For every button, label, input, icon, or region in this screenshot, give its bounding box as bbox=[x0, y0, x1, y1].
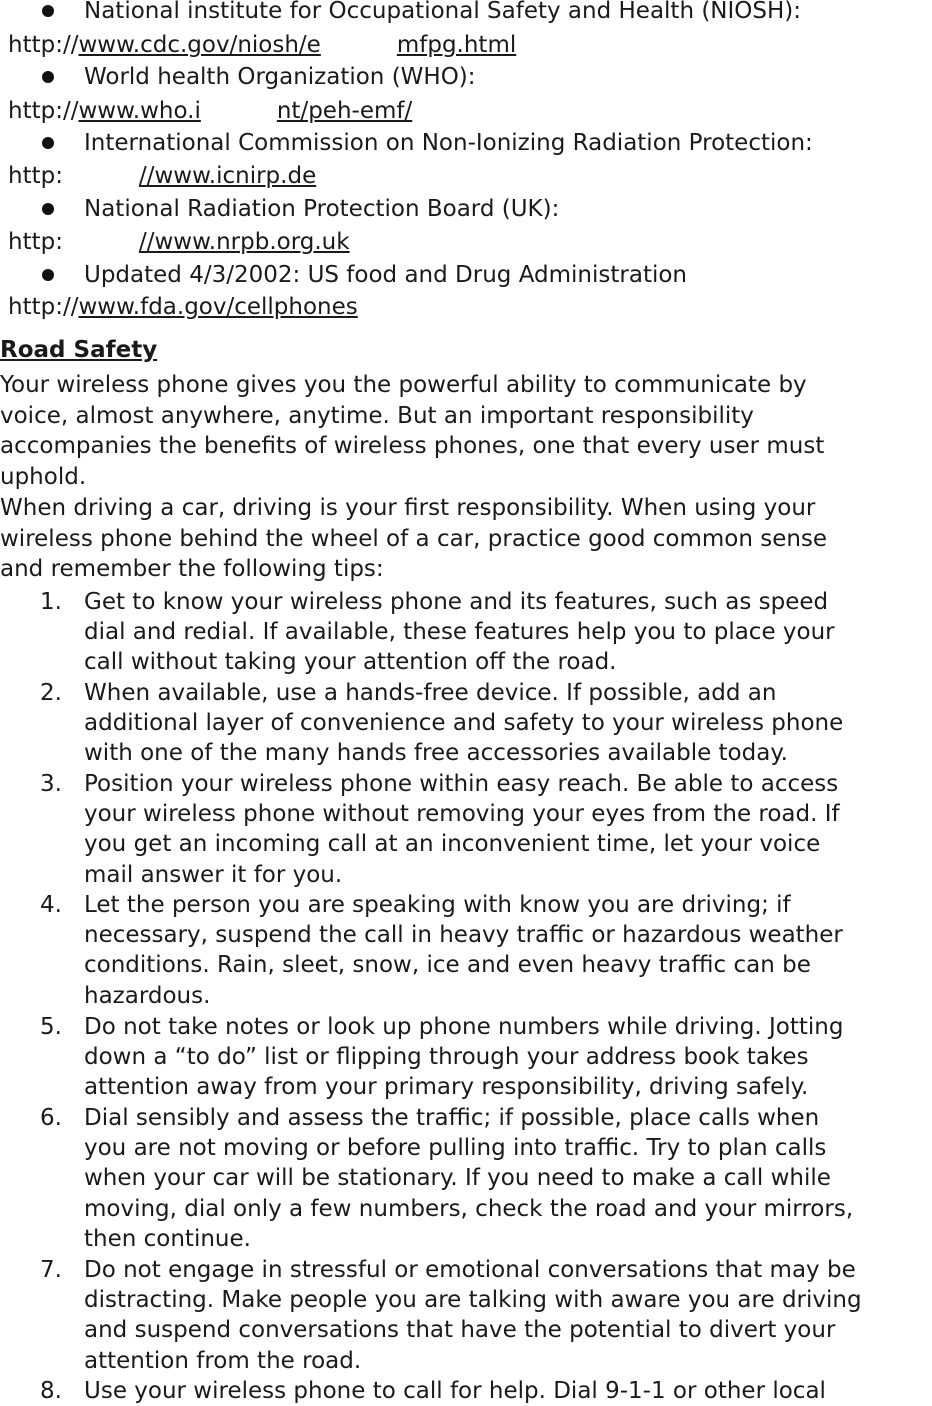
url-prefix: http:// bbox=[8, 98, 79, 124]
reference-org: National Radiation Protection Board (UK): bbox=[84, 196, 560, 222]
paragraph: Your wireless phone gives you the powerful ability to communicate by voice, almost anywhere, anytime. But an important responsibility accompanies the benefits of wireless phones, one that every user must uphold. bbox=[0, 372, 825, 490]
list-number: 8. bbox=[40, 1378, 62, 1404]
reference-org: National institute for Occupational Safety and Health (NIOSH): bbox=[84, 0, 802, 24]
reference-org: International Commission on Non-Ionizing Radiation Protection: bbox=[84, 130, 813, 156]
bullet-icon bbox=[42, 137, 54, 149]
list-number: 3. bbox=[40, 771, 62, 797]
list-text: Let the person you are speaking with know you are driving; if necessary, suspend the call in heavy traffic or hazardous weather conditions. Rain, sleet, snow, ice and even heavy traffic can be hazardous. bbox=[84, 892, 843, 1009]
list-text: Do not take notes or look up phone numbers while driving. Jotting down a “to do” list or flipping through your address book takes attention away from your primary responsibility, driving safely. bbox=[84, 1014, 844, 1101]
reference-link[interactable]: www.cdc.gov/niosh/e mfpg.html bbox=[78, 32, 517, 58]
reference-url-row bbox=[8, 227, 350, 257]
list-text: Dial sensibly and assess the traffic; if possible, place calls when you are not moving or before pulling into traffic. Try to plan calls when your car will be stationary. If you need to make a call while moving, dial only a few numbers, check the road and your mirrors, then continue. bbox=[84, 1105, 854, 1252]
reference-org: Updated 4/3/2002: US food and Drug Administration bbox=[84, 262, 687, 288]
reference-url-row bbox=[8, 96, 412, 126]
list-text: Do not engage in stressful or emotional conversations that may be distracting. Make people you are talking with aware you are driving and suspend conversations that have the potential to divert your attention from the road. bbox=[84, 1257, 862, 1374]
section-title: Road Safety bbox=[0, 337, 158, 363]
list-number: 2. bbox=[40, 680, 62, 706]
url-prefix: http: bbox=[8, 229, 63, 255]
list-text: Use your wireless phone to call for help. Dial 9-1-1 or other local bbox=[84, 1378, 826, 1404]
reference-link[interactable]: //www.nrpb.org.uk bbox=[138, 229, 350, 255]
list-number: 4. bbox=[40, 892, 62, 918]
list-number: 5. bbox=[40, 1014, 62, 1040]
bullet-icon bbox=[42, 269, 54, 281]
bullet-icon bbox=[42, 5, 54, 17]
bullet-icon bbox=[42, 203, 54, 215]
bullet-icon bbox=[42, 71, 54, 83]
reference-link[interactable]: //www.icnirp.de bbox=[138, 163, 317, 189]
url-prefix: http:// bbox=[8, 32, 79, 58]
url-prefix: http:// bbox=[8, 294, 79, 320]
reference-link[interactable]: www.who.i nt/peh-emf/ bbox=[78, 98, 413, 124]
reference-org: World health Organization (WHO): bbox=[84, 64, 476, 90]
list-number: 6. bbox=[40, 1105, 62, 1131]
list-number: 1. bbox=[40, 589, 62, 615]
paragraph: When driving a car, driving is your first responsibility. When using your wireless phone behind the wheel of a car, practice good common sense and remember the following tips: bbox=[0, 495, 828, 582]
list-number: 7. bbox=[40, 1257, 62, 1283]
reference-url-row bbox=[8, 292, 432, 322]
reference-link[interactable]: www.fda.gov/cellphones bbox=[78, 294, 358, 320]
reference-url-row bbox=[8, 161, 316, 191]
list-text: Get to know your wireless phone and its features, such as speed dial and redial. If available, these features help you to place your call without taking your attention off the road. bbox=[84, 589, 835, 676]
reference-url-row bbox=[8, 30, 522, 60]
list-text: Position your wireless phone within easy reach. Be able to access your wireless phone without removing your eyes from the road. If you get an incoming call at an inconvenient time, let your voice mail answer it for you. bbox=[84, 771, 840, 888]
list-text: When available, use a hands-free device. If possible, add an additional layer of convenience and safety to your wireless phone with one of the many hands free accessories available today. bbox=[84, 680, 844, 767]
url-prefix: http: bbox=[8, 163, 63, 189]
